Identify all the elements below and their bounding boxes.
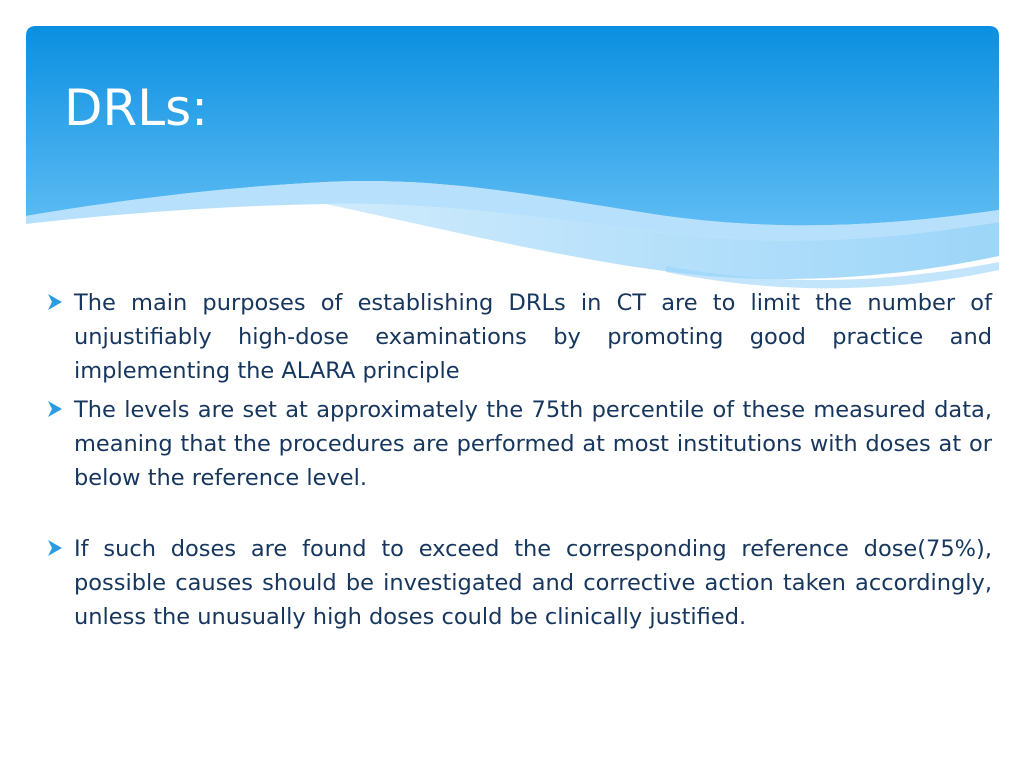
title-banner <box>26 26 999 296</box>
bullet-text: The main purposes of establishing DRLs in CT are to limit the number of unjustifiably high-dose examinations by promoting good practice and implementing the ALARA principle <box>74 290 992 384</box>
bullet-list <box>44 286 992 634</box>
bullet-item <box>44 393 992 495</box>
bullet-text: If such doses are found to exceed the corresponding reference dose(75%), possible causes should be investigated and corrective action taken accordingly, unless the unusually high doses could be clinically justified. <box>74 536 992 630</box>
arrow-bullet-icon <box>46 400 64 418</box>
bullet-item <box>44 532 992 634</box>
arrow-bullet-icon <box>46 539 64 557</box>
bullet-item <box>44 286 992 388</box>
slide-title: DRLs: <box>64 79 208 137</box>
bullet-text: The levels are set at approximately the 75th percentile of these measured data, meaning that the procedures are performed at most institutions with doses at or below the reference level. <box>74 397 992 491</box>
wave-background <box>26 26 999 296</box>
arrow-bullet-icon <box>46 293 64 311</box>
